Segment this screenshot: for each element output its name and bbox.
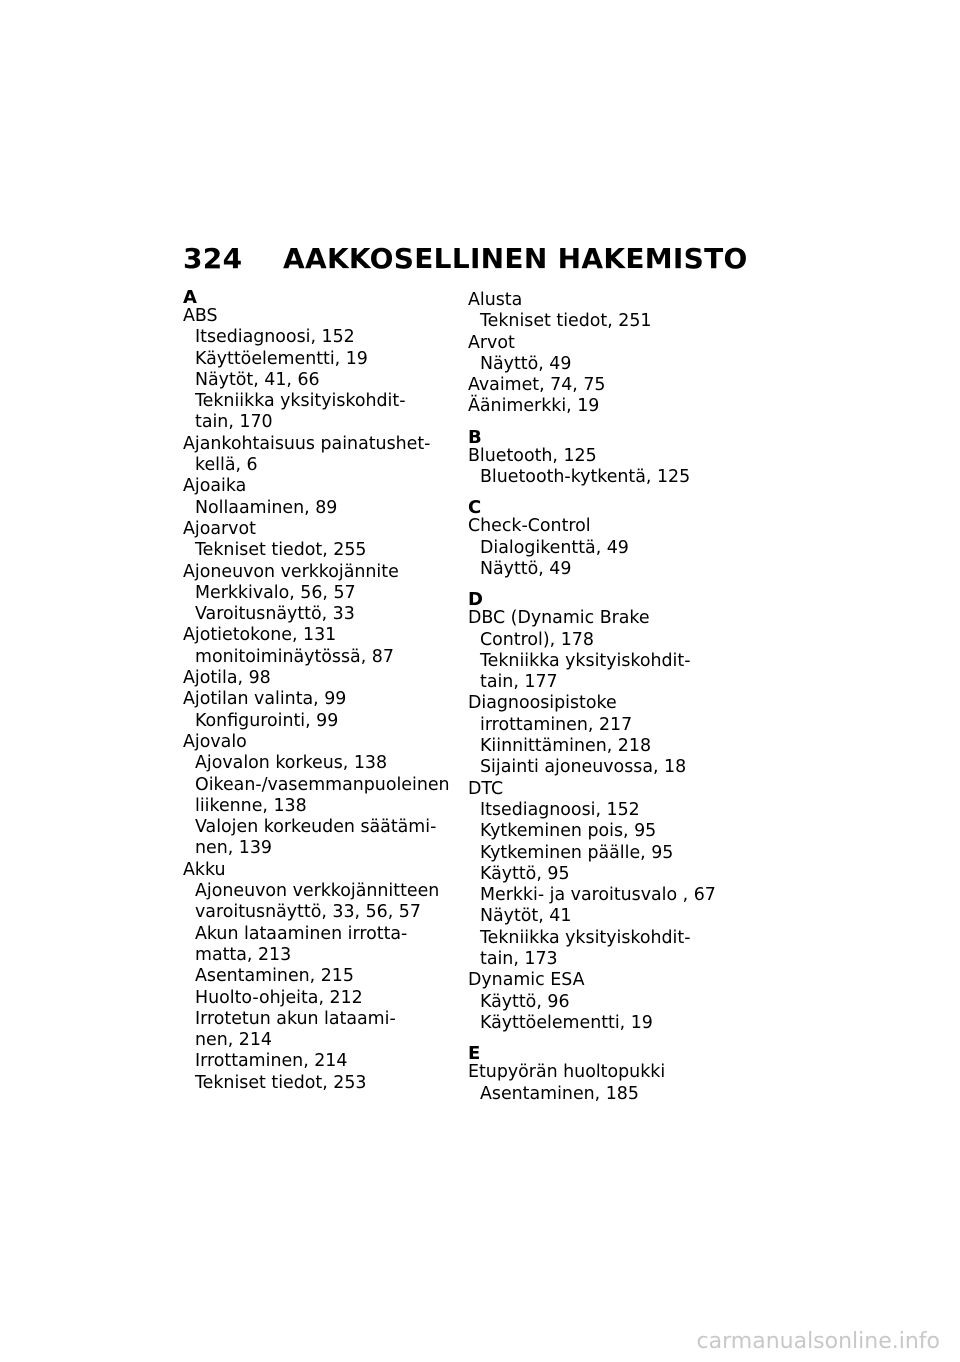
index-subentry: Oikean-/vasemmanpuoleinen bbox=[195, 774, 450, 795]
index-subentry: Käyttöelementti, 19 bbox=[480, 1012, 653, 1033]
index-subentry: Nollaaminen, 89 bbox=[195, 497, 338, 518]
index-subentry: Näyttö, 49 bbox=[480, 558, 572, 579]
index-subentry: Näytöt, 41 bbox=[480, 906, 572, 927]
index-subentry: monitoiminäytössä, 87 bbox=[195, 646, 394, 667]
index-subentry: tain, 177 bbox=[480, 672, 558, 693]
index-term: Ajotila, 98 bbox=[183, 668, 271, 689]
index-letter-heading: B bbox=[468, 426, 482, 448]
index-subentry: Dialogikenttä, 49 bbox=[480, 537, 629, 558]
watermark: carmanualsonline.info bbox=[696, 1329, 940, 1354]
index-term: Check-Control bbox=[468, 516, 591, 537]
index-subentry: Käyttö, 96 bbox=[480, 991, 570, 1012]
index-subentry: nen, 139 bbox=[195, 838, 272, 859]
section-gap bbox=[468, 488, 740, 500]
index-term: DBC (Dynamic Brake bbox=[468, 608, 650, 629]
index-subentry: Tekniset tiedot, 253 bbox=[195, 1072, 367, 1093]
index-term: Avaimet, 74, 75 bbox=[468, 375, 606, 396]
index-subentry: Ajovalon korkeus, 138 bbox=[195, 753, 388, 774]
index-subentry: Tekniikka yksityiskohdit- bbox=[480, 650, 691, 671]
index-subentry: nen, 214 bbox=[195, 1030, 272, 1051]
section-gap bbox=[468, 580, 740, 592]
index-subentry: liikenne, 138 bbox=[195, 795, 307, 816]
index-subentry: Bluetooth-kytkentä, 125 bbox=[480, 467, 691, 488]
index-term: Äänimerkki, 19 bbox=[468, 396, 600, 417]
page-title: AAKKOSELLINEN HAKEMISTO bbox=[283, 242, 748, 275]
index-subentry: Valojen korkeuden säätämi- bbox=[195, 817, 437, 838]
index-subentry: Käyttöelementti, 19 bbox=[195, 348, 368, 369]
index-letter-heading: D bbox=[468, 589, 483, 611]
index-term: Ajovalo bbox=[183, 731, 247, 752]
index-term: DTC bbox=[468, 778, 504, 799]
index-term: Bluetooth, 125 bbox=[468, 445, 597, 466]
section-gap bbox=[468, 1034, 740, 1046]
page-header bbox=[183, 240, 748, 278]
index-term: ABS bbox=[183, 306, 218, 326]
index-subentry: Konfigurointi, 99 bbox=[195, 710, 339, 731]
index-term: Dynamic ESA bbox=[468, 970, 585, 991]
index-subentry: Irrottaminen, 214 bbox=[195, 1051, 348, 1072]
index-term: Etupyörän huoltopukki bbox=[468, 1062, 666, 1083]
index-subentry: tain, 170 bbox=[195, 412, 273, 433]
index-subentry: irrottaminen, 217 bbox=[480, 714, 633, 735]
index-subentry: Ajoneuvon verkkojännitteen bbox=[195, 881, 440, 902]
index-subentry: Itsediagnoosi, 152 bbox=[480, 799, 640, 820]
index-subentry: Tekniset tiedot, 251 bbox=[480, 311, 652, 332]
index-term: Alusta bbox=[468, 290, 523, 310]
index-letter-heading: C bbox=[468, 497, 482, 519]
index-subentry: Näytöt, 41, 66 bbox=[195, 369, 320, 390]
index-subentry: tain, 173 bbox=[480, 949, 558, 970]
page-number: 324 bbox=[183, 242, 243, 275]
index-subentry: Kiinnittäminen, 218 bbox=[480, 736, 652, 757]
index-term: Arvot bbox=[468, 332, 515, 353]
index-term: Ajotietokone, 131 bbox=[183, 625, 337, 646]
index-letter-heading: E bbox=[468, 1043, 481, 1065]
index-subentry: Varoitusnäyttö, 33 bbox=[195, 604, 355, 625]
index-term: Ajoaika bbox=[183, 476, 247, 497]
index-subentry: Asentaminen, 185 bbox=[480, 1083, 639, 1104]
index-subentry: Tekniikka yksityiskohdit- bbox=[195, 391, 406, 412]
index-subentry: Käyttö, 95 bbox=[480, 863, 570, 884]
index-subentry: Näyttö, 49 bbox=[480, 353, 572, 374]
index-term: Diagnoosipistoke bbox=[468, 693, 617, 714]
index-subentry: Merkkivalo, 56, 57 bbox=[195, 582, 356, 603]
index-term: Ajoarvot bbox=[183, 518, 256, 539]
index-subentry: varoitusnäyttö, 33, 56, 57 bbox=[195, 902, 421, 923]
index-subentry: Huolto-ohjeita, 212 bbox=[195, 987, 363, 1008]
index-subentry: matta, 213 bbox=[195, 944, 292, 965]
index-subentry: Kytkeminen päälle, 95 bbox=[480, 842, 674, 863]
index-subentry: Control), 178 bbox=[480, 629, 594, 650]
index-letter-heading: A bbox=[183, 287, 197, 308]
index-subentry: Tekniikka yksityiskohdit- bbox=[480, 927, 691, 948]
index-column-right bbox=[468, 290, 740, 1105]
index-subentry: Sijainti ajoneuvossa, 18 bbox=[480, 757, 687, 778]
index-subentry: Irrotetun akun lataami- bbox=[195, 1008, 396, 1029]
index-term: Ajotilan valinta, 99 bbox=[183, 689, 347, 710]
index-subentry: Kytkeminen pois, 95 bbox=[480, 821, 657, 842]
index-subentry: Itsediagnoosi, 152 bbox=[195, 327, 355, 348]
index-subentry: kellä, 6 bbox=[195, 455, 258, 476]
index-column-left bbox=[183, 287, 455, 1094]
index-subentry: Asentaminen, 215 bbox=[195, 966, 354, 987]
section-gap bbox=[468, 418, 740, 430]
index-term: Akku bbox=[183, 859, 226, 880]
index-subentry: Akun lataaminen irrotta- bbox=[195, 923, 408, 944]
index-subentry: Tekniset tiedot, 255 bbox=[195, 540, 367, 561]
index-term: Ajoneuvon verkkojännite bbox=[183, 561, 399, 582]
index-term: Ajankohtaisuus painatushet- bbox=[183, 433, 431, 454]
index-subentry: Merkki- ja varoitusvalo , 67 bbox=[480, 885, 716, 906]
